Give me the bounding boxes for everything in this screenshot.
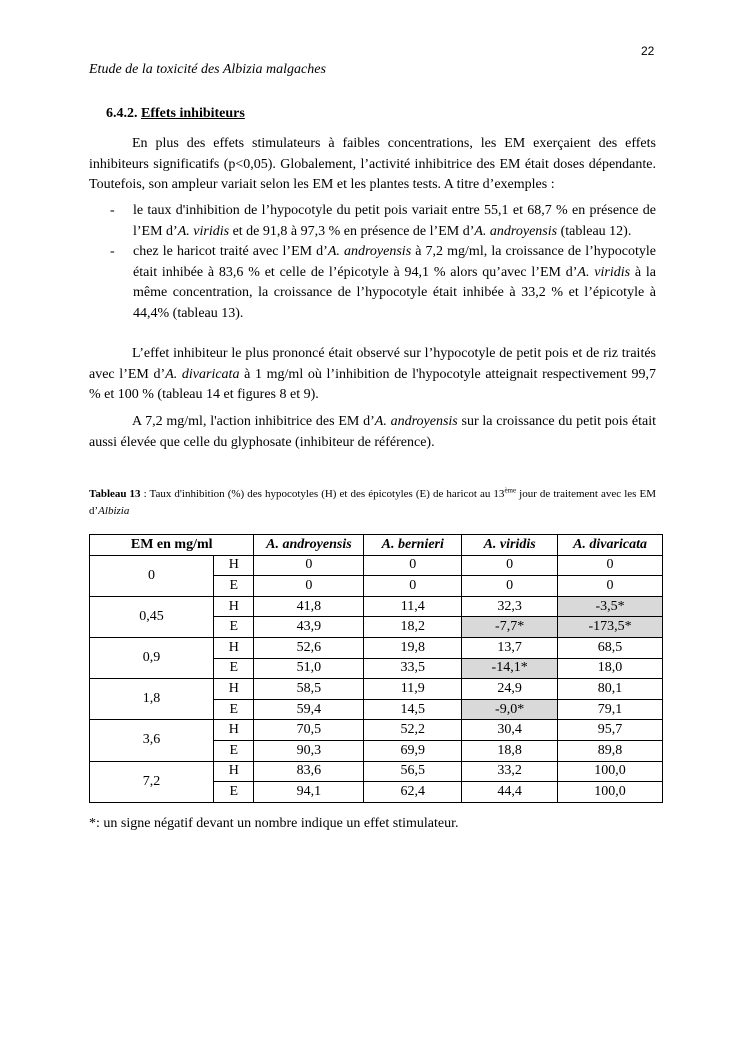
value-cell: 33,5	[364, 658, 462, 679]
caption-superscript: ème	[504, 486, 517, 495]
table-body	[90, 555, 663, 802]
bullet-text: le taux d'inhibition de l’hypocotyle du petit pois variait entre 55,1 et 68,7 % en présence de l’EM d’	[133, 203, 656, 239]
bullet-dash: -	[110, 244, 115, 259]
table-row	[90, 637, 663, 658]
value-cell: 32,3	[462, 596, 558, 617]
organ-label-cell: H	[214, 637, 254, 658]
dose-column-header: EM en mg/ml	[90, 535, 254, 556]
species-column-header: A. bernieri	[364, 535, 462, 556]
organ-label-cell: E	[214, 699, 254, 720]
bullet-text: (tableau 12).	[557, 223, 632, 239]
bullet-text: à 7,2 mg/ml, la croissance de l’hypocotyle était inhibée à 83,6 % et celle de l’épicotyle à 94,1 % alors qu’avec l’EM d’	[133, 244, 656, 280]
paragraph-2	[89, 344, 656, 406]
value-cell: -9,0*	[462, 699, 558, 720]
value-cell: 24,9	[462, 679, 558, 700]
organ-label-cell: H	[214, 596, 254, 617]
value-cell: -7,7*	[462, 617, 558, 638]
caption-text: : Taux d'inhibition (%) des hypocotyles (H) et des épicotyles (E) de haricot au 13	[140, 488, 505, 500]
value-cell: 14,5	[364, 699, 462, 720]
value-cell: 30,4	[462, 720, 558, 741]
value-cell: 52,6	[254, 637, 364, 658]
value-cell: 52,2	[364, 720, 462, 741]
value-cell: 19,8	[364, 637, 462, 658]
value-cell: 11,4	[364, 596, 462, 617]
value-cell: -173,5*	[558, 617, 663, 638]
genus-name: Albizia	[98, 505, 130, 517]
value-cell: 80,1	[558, 679, 663, 700]
paragraph-2-text: L’effet inhibiteur le plus prononcé était observé sur l’hypocotyle de petit pois et de riz traités avec l’EM d’	[89, 346, 656, 382]
table-row	[90, 720, 663, 741]
page-number: 22	[641, 44, 655, 58]
organ-label-cell: E	[214, 782, 254, 803]
paragraph-1	[89, 134, 656, 196]
paragraph-3-text: A 7,2 mg/ml, l'action inhibitrice des EM d’	[132, 414, 375, 429]
paragraph-2-text: à 1 mg/ml où l’inhibition de l'hypocotyle atteignait respectivement 99,7 % et 100 % (tableau 14 et figures 8 et 9).	[89, 366, 656, 402]
value-cell: 58,5	[254, 679, 364, 700]
value-cell: 89,8	[558, 740, 663, 761]
species-name: A. divaricata	[165, 366, 240, 382]
organ-label-cell: H	[214, 761, 254, 782]
value-cell: 0	[462, 555, 558, 576]
value-cell: 44,4	[462, 782, 558, 803]
value-cell: 51,0	[254, 658, 364, 679]
value-cell: 70,5	[254, 720, 364, 741]
footnote: *: un signe négatif devant un nombre indique un effet stimulateur.	[89, 816, 459, 831]
value-cell: 43,9	[254, 617, 364, 638]
dose-cell: 0	[90, 555, 214, 596]
value-cell: 59,4	[254, 699, 364, 720]
table-caption	[89, 486, 656, 520]
value-cell: 0	[254, 555, 364, 576]
dose-cell: 7,2	[90, 761, 214, 802]
dose-cell: 3,6	[90, 720, 214, 761]
value-cell: 18,8	[462, 740, 558, 761]
value-cell: 0	[462, 576, 558, 597]
organ-label-cell: H	[214, 555, 254, 576]
value-cell: 33,2	[462, 761, 558, 782]
table-row	[90, 555, 663, 576]
value-cell: -14,1*	[462, 658, 558, 679]
organ-label-cell: E	[214, 576, 254, 597]
value-cell: 68,5	[558, 637, 663, 658]
value-cell: 69,9	[364, 740, 462, 761]
value-cell: 100,0	[558, 761, 663, 782]
bullet-item	[89, 242, 656, 324]
species-name: A. androyensis	[474, 223, 558, 239]
value-cell: 0	[364, 576, 462, 597]
running-title: Etude de la toxicité des Albizia malgaches	[89, 62, 326, 77]
value-cell: 18,2	[364, 617, 462, 638]
bullet-item	[89, 201, 656, 242]
inhibition-table	[89, 534, 663, 803]
table-header-row	[90, 535, 663, 556]
paragraph-3	[89, 412, 656, 453]
table-label: Tableau 13	[89, 488, 141, 500]
paragraph-3-text: sur la croissance du petit pois était aussi élevée que celle du glyphosate (inhibiteur de référence).	[89, 414, 656, 450]
caption-text: jour de traitement avec les EM d’	[89, 488, 656, 517]
value-cell: 41,8	[254, 596, 364, 617]
species-name: A. androyensis	[374, 414, 458, 429]
species-column-header: A. androyensis	[254, 535, 364, 556]
bullet-list	[89, 201, 656, 324]
value-cell: 94,1	[254, 782, 364, 803]
value-cell: 100,0	[558, 782, 663, 803]
value-cell: 90,3	[254, 740, 364, 761]
section-number: 6.4.2.	[106, 106, 138, 121]
value-cell: 11,9	[364, 679, 462, 700]
value-cell: 62,4	[364, 782, 462, 803]
organ-label-cell: E	[214, 740, 254, 761]
species-name: A. viridis	[577, 264, 631, 280]
organ-label-cell: H	[214, 720, 254, 741]
value-cell: 0	[254, 576, 364, 597]
value-cell: 0	[558, 576, 663, 597]
value-cell: 95,7	[558, 720, 663, 741]
value-cell: 18,0	[558, 658, 663, 679]
section-title: Effets inhibiteurs	[141, 106, 245, 121]
bullet-text: et de 91,8 à 97,3 % en présence de l’EM d’	[229, 223, 475, 239]
bullet-text: chez le haricot traité avec l’EM d’	[133, 244, 328, 259]
bullet-text: à la même concentration, la croissance de l’hypocotyle était inhibée à 33,2 % et l’épicotyle à 44,4% (tableau 13).	[133, 264, 656, 321]
organ-label-cell: E	[214, 617, 254, 638]
dose-cell: 0,45	[90, 596, 214, 637]
dose-cell: 0,9	[90, 637, 214, 678]
species-name: A. viridis	[177, 223, 230, 239]
paragraph-1-text: En plus des effets stimulateurs à faibles concentrations, les EM exerçaient des effets inhibiteurs significatifs (p<0,05). Globalement, l’activité inhibitrice des EM était doses dépendante. Toutefois, son ampleur variait selon les EM et les plantes tests. A titre d’exemples :	[89, 136, 656, 192]
value-cell: 0	[558, 555, 663, 576]
value-cell: 0	[364, 555, 462, 576]
value-cell: 83,6	[254, 761, 364, 782]
organ-label-cell: E	[214, 658, 254, 679]
species-name: A. androyensis	[327, 244, 412, 259]
value-cell: -3,5*	[558, 596, 663, 617]
species-column-header: A. divaricata	[558, 535, 663, 556]
value-cell: 13,7	[462, 637, 558, 658]
table-row	[90, 761, 663, 782]
bullet-dash: -	[110, 203, 115, 218]
value-cell: 56,5	[364, 761, 462, 782]
table-row	[90, 679, 663, 700]
section-heading	[106, 106, 245, 122]
dose-cell: 1,8	[90, 679, 214, 720]
species-column-header: A. viridis	[462, 535, 558, 556]
table-row	[90, 596, 663, 617]
organ-label-cell: H	[214, 679, 254, 700]
value-cell: 79,1	[558, 699, 663, 720]
